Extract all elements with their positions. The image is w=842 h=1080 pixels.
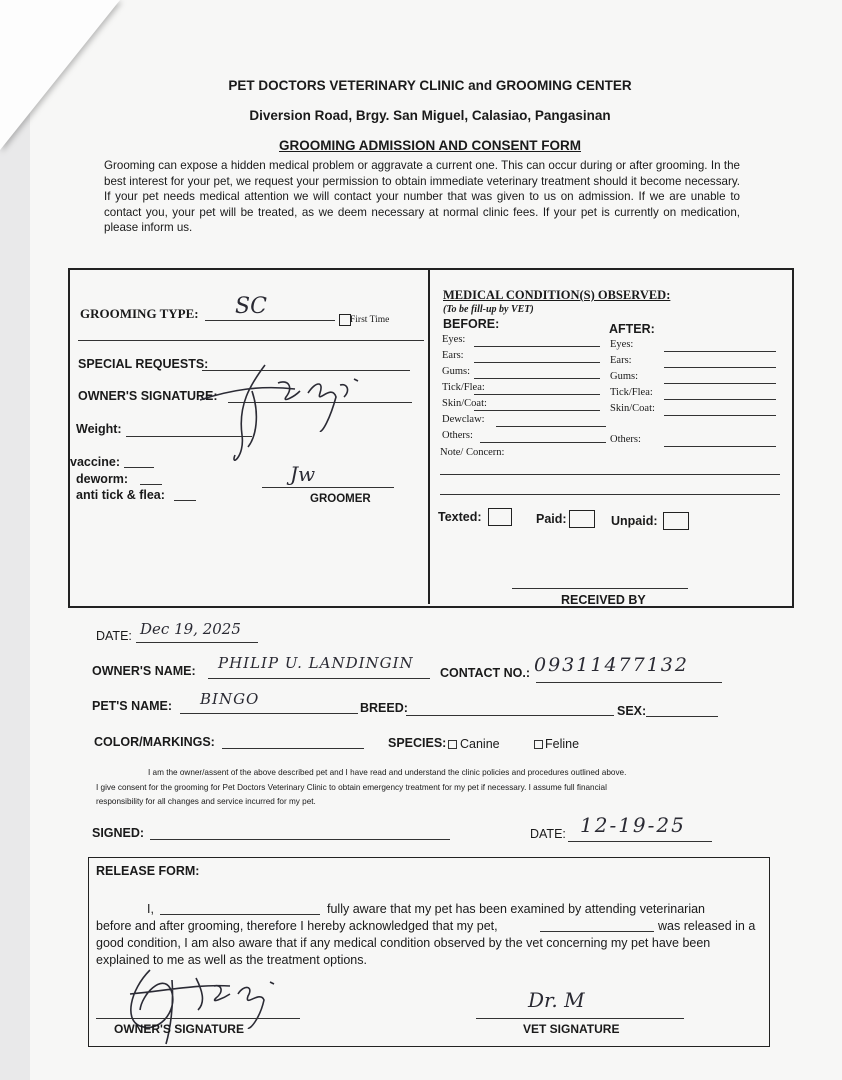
owner-signature-label: OWNER'S SIGNATURE: (78, 389, 218, 403)
vet-signature-label: VET SIGNATURE (523, 1022, 620, 1036)
before-item-label: Skin/Coat: (442, 398, 487, 409)
clinic-address: Diversion Road, Brgy. San Miguel, Calasiao, Pangasinan (249, 108, 611, 123)
contact-line (536, 682, 722, 683)
deworm-label: deworm: (76, 472, 129, 486)
after-item-label: Others: (610, 434, 641, 445)
before-item-label: Others: (442, 430, 473, 441)
received-by-label: RECEIVED BY (561, 593, 646, 607)
before-item-line[interactable] (474, 346, 600, 347)
release-pet-line (540, 931, 654, 932)
sex-line (646, 716, 718, 717)
first-time-label: First Time (350, 315, 390, 325)
species-label: SPECIES: (388, 736, 447, 750)
owner-signature-release-line (96, 1018, 300, 1019)
before-item-line[interactable] (474, 410, 600, 411)
intro-paragraph: Grooming can expose a hidden medical problem or aggravate a current one. This can occur during or after grooming. In the best interest for your pet, we request your permission to obtain immediate veterinary treatment should it become necessary. If your pet needs medical attention we will contact your number that was given to us on admission. If we are unable to contact you, your pet will be treated, as we deem necessary at normal clinic fees. If your pet is currently on medication, please inform us. (104, 159, 740, 234)
after-item-label: Ears: (610, 355, 632, 366)
consent-date-value: 12-19-25 (580, 813, 686, 837)
breed-label: BREED: (360, 701, 408, 715)
note-line-2[interactable] (440, 494, 780, 495)
after-item-line[interactable] (664, 446, 776, 447)
consent-line-3: responsibility for all changes and service incurred for my pet. (96, 797, 316, 806)
before-item-line[interactable] (474, 362, 600, 363)
unpaid-label: Unpaid: (611, 514, 658, 528)
owner-name-line (208, 678, 430, 679)
contact-label: CONTACT NO.: (440, 666, 531, 680)
after-item-label: Skin/Coat: (610, 403, 655, 414)
before-item-label: Ears: (442, 350, 464, 361)
release-text-a: fully aware that my pet has been examined by attending veterinarian (327, 902, 706, 916)
folded-paper-corner (0, 0, 120, 150)
date-line (136, 642, 258, 643)
canine-checkbox[interactable] (448, 740, 457, 749)
date-label: DATE: (96, 629, 132, 643)
after-item-label: Tick/Flea: (610, 387, 653, 398)
special-requests-label: SPECIAL REQUESTS: (78, 357, 209, 371)
anti-tick-line (174, 500, 196, 501)
before-item-label: Dewclaw: (442, 414, 485, 425)
after-item-line[interactable] (664, 367, 776, 368)
vaccine-label: vaccine: (70, 455, 121, 469)
release-i-label: I, (147, 902, 154, 916)
before-item-label: Tick/Flea: (442, 382, 485, 393)
texted-label: Texted: (438, 510, 482, 524)
after-label: AFTER: (609, 322, 655, 336)
groomer-line (262, 487, 394, 488)
signed-line (150, 839, 450, 840)
grooming-type-line (205, 320, 335, 321)
before-label: BEFORE: (443, 317, 500, 331)
before-item-label: Eyes: (442, 334, 466, 345)
owner-name-label: OWNER'S NAME: (92, 664, 196, 678)
pet-name-value: BINGO (200, 690, 260, 708)
canine-label: Canine (460, 737, 500, 751)
color-markings-line (222, 748, 364, 749)
blank-line (78, 340, 424, 341)
release-text-e: explained to me as well as the treatment options. (96, 953, 367, 967)
anti-tick-label: anti tick & flea: (76, 488, 165, 502)
before-item-line[interactable] (474, 378, 600, 379)
vet-signature-value: Dr. M (528, 988, 585, 1012)
pet-name-label: PET'S NAME: (92, 699, 173, 713)
owner-name-value: PHILIP U. LANDINGIN (218, 654, 414, 672)
texted-checkbox[interactable] (488, 508, 512, 526)
before-item-line[interactable] (480, 442, 606, 443)
consent-line-1: I am the owner/assent of the above described pet and I have read and understand the clinic policies and procedures outlined above. (148, 768, 627, 777)
release-text-c: was released in a (658, 919, 756, 933)
grooming-type-label: GROOMING TYPE: (80, 306, 199, 321)
consent-date-line (568, 841, 712, 842)
consent-date-label: DATE: (530, 827, 566, 841)
before-item-line[interactable] (496, 426, 606, 427)
after-item-label: Gums: (610, 371, 639, 382)
consent-line-2: I give consent for the grooming for Pet Doctors Veterinary Clinic to obtain emergency treatment for my pet if necessary. I assume full financial (96, 783, 607, 792)
vet-subtitle: (To be fill-up by VET) (443, 304, 534, 315)
release-name-line (160, 914, 320, 915)
release-form-title: RELEASE FORM: (96, 864, 200, 878)
vet-signature-line (476, 1018, 684, 1019)
contact-value: 09311477132 (534, 654, 689, 676)
note-concern-label: Note/ Concern: (440, 447, 505, 458)
breed-line (406, 715, 614, 716)
signed-label: SIGNED: (92, 826, 145, 840)
release-text-b: before and after grooming, therefore I hereby acknowledged that my pet, (96, 919, 498, 933)
after-item-line[interactable] (664, 383, 776, 384)
color-markings-label: COLOR/MARKINGS: (94, 735, 215, 749)
after-item-line[interactable] (664, 415, 776, 416)
release-text-d: good condition, I am also aware that if any medical condition observed by the vet concerning my pet have been (96, 936, 711, 950)
date-value: Dec 19, 2025 (140, 620, 241, 638)
clinic-name: PET DOCTORS VETERINARY CLINIC and GROOMING CENTER (228, 78, 632, 93)
vaccine-line (124, 467, 154, 468)
received-by-line (512, 588, 688, 589)
release-owner-signature-scribble (110, 960, 290, 1050)
feline-label: Feline (545, 737, 580, 751)
before-item-line[interactable] (474, 394, 600, 395)
sex-label: SEX: (617, 704, 647, 718)
paid-checkbox[interactable] (569, 510, 595, 528)
section-divider (428, 270, 430, 604)
weight-label: Weight: (76, 422, 122, 436)
owner-signature-scribble (190, 345, 370, 475)
after-item-label: Eyes: (610, 339, 634, 350)
before-item-label: Gums: (442, 366, 471, 377)
grooming-type-value: SC (235, 294, 267, 319)
groomer-label: GROOMER (310, 493, 371, 505)
after-item-line[interactable] (664, 351, 776, 352)
form-title: GROOMING ADMISSION AND CONSENT FORM (279, 138, 581, 153)
note-line-1[interactable] (440, 474, 780, 475)
after-item-line[interactable] (664, 399, 776, 400)
deworm-line (140, 484, 162, 485)
medical-condition-title: MEDICAL CONDITION(S) OBSERVED: (443, 288, 671, 302)
unpaid-checkbox[interactable] (663, 512, 689, 530)
release-owner-signature-label: OWNER'S SIGNATURE (114, 1022, 244, 1036)
paid-label: Paid: (536, 512, 567, 526)
feline-checkbox[interactable] (534, 740, 543, 749)
pet-name-line (180, 713, 358, 714)
groomer-value: Jw (290, 462, 316, 486)
